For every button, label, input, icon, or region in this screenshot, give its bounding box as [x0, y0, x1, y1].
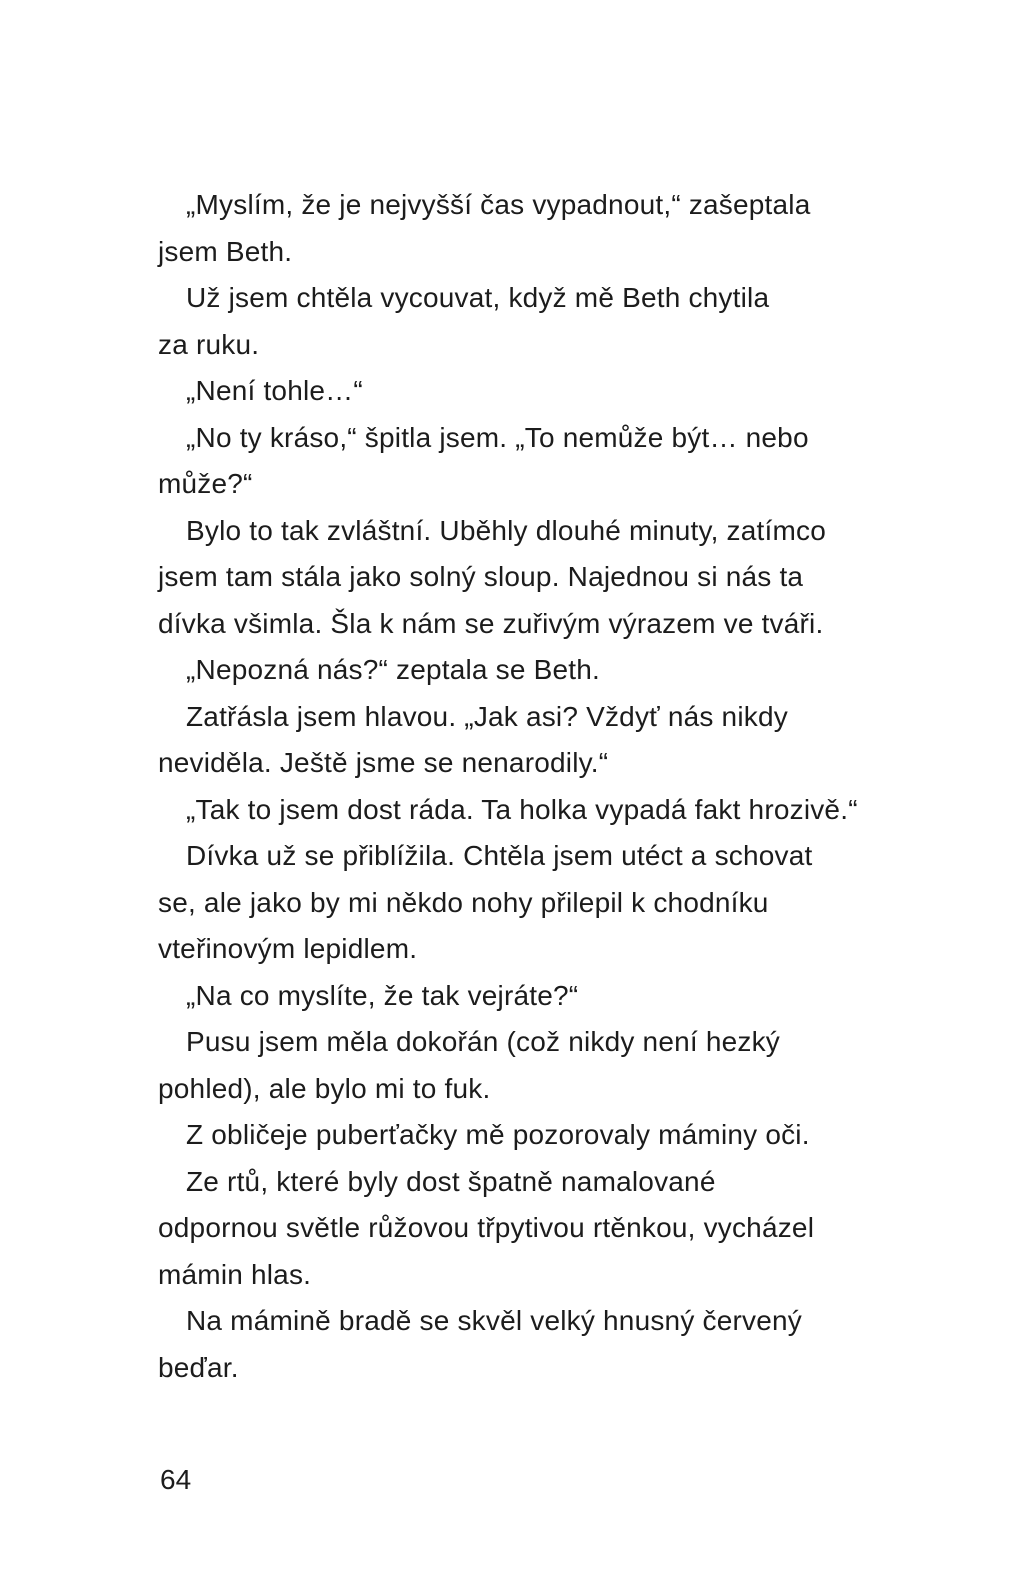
- paragraph: [158, 694, 928, 787]
- paragraph: [158, 182, 928, 275]
- paragraph: [158, 833, 928, 973]
- text-line: „Není tohle…“: [186, 375, 363, 406]
- paragraph: [158, 1298, 928, 1391]
- text-line: může?“: [158, 468, 253, 499]
- paragraph: [158, 647, 928, 694]
- text-line: Na mámině bradě se skvěl velký hnusný červený: [186, 1305, 802, 1336]
- text-line: Dívka už se přiblížila. Chtěla jsem utéct a schovat: [186, 840, 813, 871]
- text-line: Ze rtů, které byly dost špatně namalované: [186, 1165, 716, 1197]
- text-line: odpornou světle růžovou třpytivou rtěnkou, vycházel: [158, 1212, 815, 1243]
- text-line: „No ty kráso,“ špitla jsem. „To nemůže být… nebo: [186, 421, 809, 453]
- text-line: „Myslím, že je nejvyšší čas vypadnout,“ zašeptala: [186, 189, 811, 220]
- paragraph: [158, 973, 928, 1020]
- book-page-text: [158, 182, 928, 1391]
- text-line: beďar.: [158, 1351, 239, 1383]
- paragraph: [158, 275, 928, 368]
- text-line: vteřinovým lepidlem.: [158, 933, 418, 964]
- page-number: 64: [160, 1464, 192, 1495]
- text-line: „Tak to jsem dost ráda. Ta holka vypadá fakt hrozivě.“: [186, 793, 858, 825]
- text-line: neviděla. Ještě jsme se nenarodily.“: [158, 747, 609, 778]
- text-line: Z obličeje puberťačky mě pozorovaly máminy oči.: [186, 1119, 810, 1150]
- text-line: „Na co myslíte, že tak vejráte?“: [186, 979, 579, 1011]
- text-line: jsem tam stála jako solný sloup. Najednou si nás ta: [158, 561, 804, 592]
- text-line: Pusu jsem měla dokořán (což nikdy není hezký: [186, 1026, 780, 1057]
- paragraph: [158, 1159, 928, 1299]
- paragraph: [158, 787, 928, 834]
- text-line: se, ale jako by mi někdo nohy přilepil k chodníku: [158, 886, 769, 918]
- text-line: za ruku.: [158, 328, 260, 360]
- text-line: mámin hlas.: [158, 1258, 312, 1290]
- paragraph: [158, 368, 928, 415]
- text-line: dívka všimla. Šla k nám se zuřivým výrazem ve tváři.: [158, 607, 824, 639]
- paragraph: [158, 1112, 928, 1159]
- paragraph: [158, 415, 928, 508]
- text-line: Bylo to tak zvláštní. Uběhly dlouhé minuty, zatímco: [186, 514, 826, 546]
- text-line: pohled), ale bylo mi to fuk.: [158, 1072, 491, 1104]
- paragraph: [158, 1019, 928, 1112]
- text-line: „Nepozná nás?“ zeptala se Beth.: [186, 654, 601, 685]
- paragraph: [158, 508, 928, 648]
- text-line: jsem Beth.: [158, 235, 293, 267]
- text-line: Už jsem chtěla vycouvat, když mě Beth chytila: [186, 282, 770, 313]
- text-line: Zatřásla jsem hlavou. „Jak asi? Vždyť nás nikdy: [186, 700, 788, 732]
